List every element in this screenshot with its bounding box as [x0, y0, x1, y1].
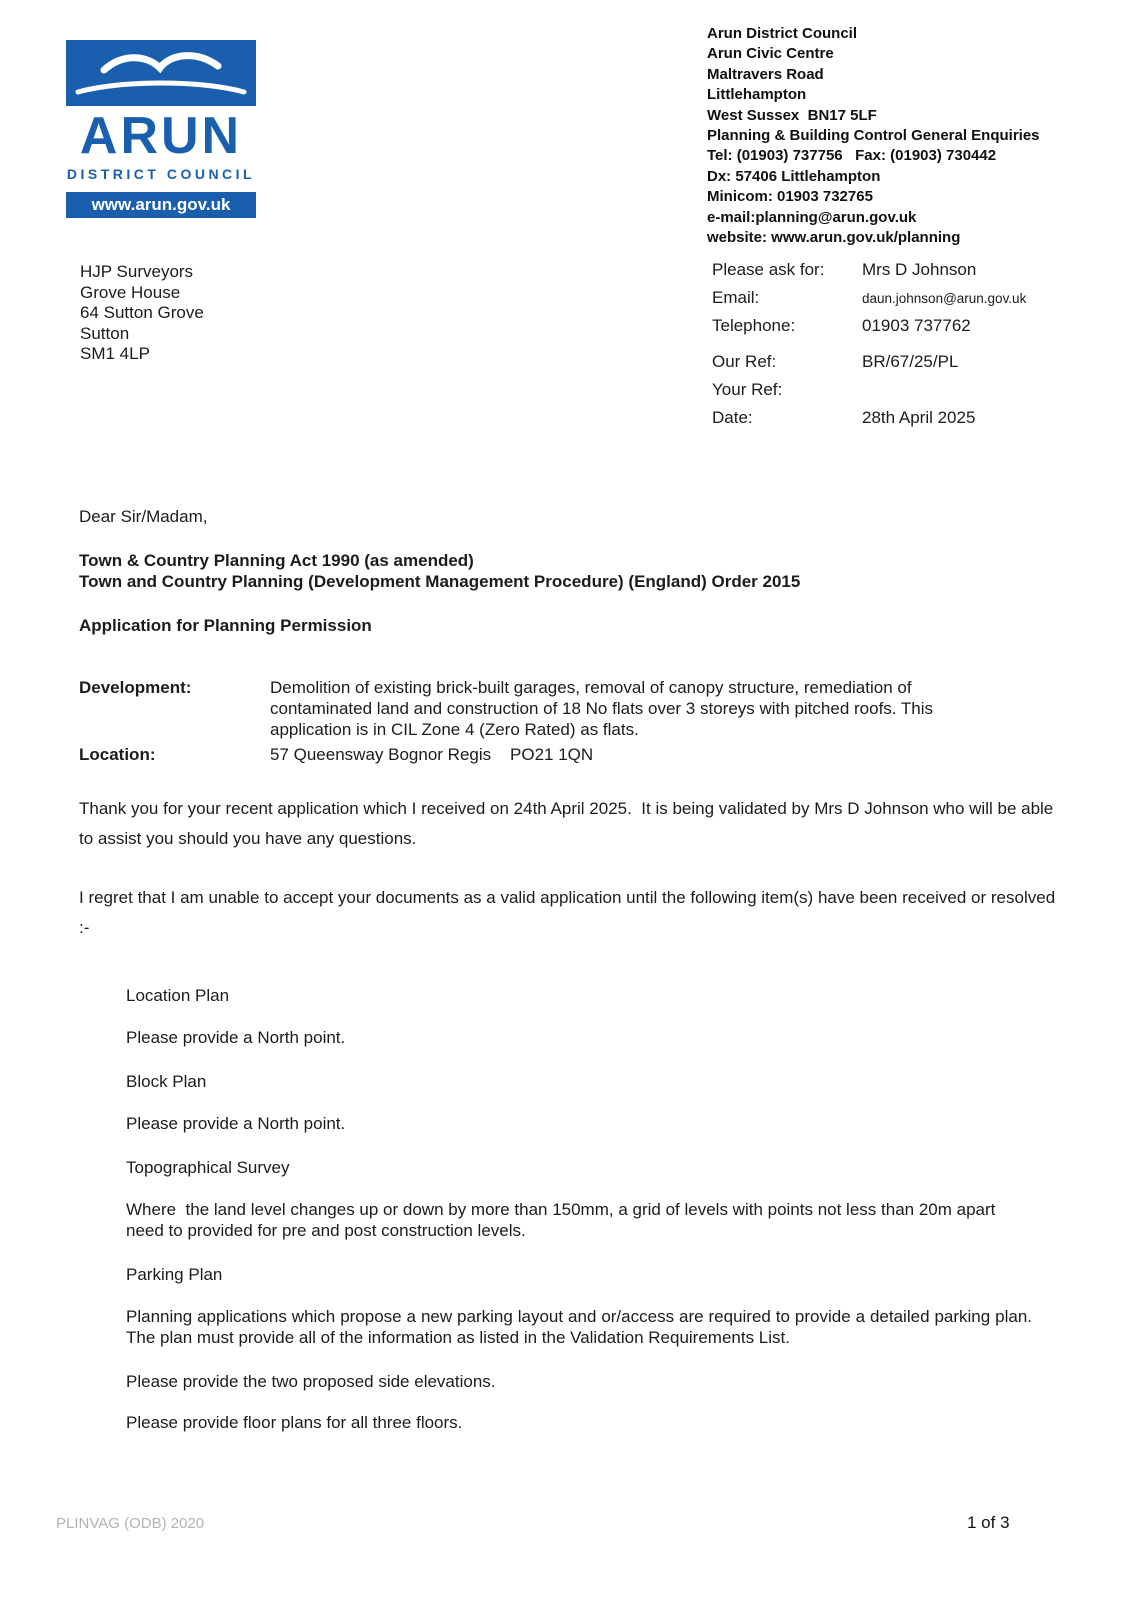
location-text: 57 Queensway Bognor Regis PO21 1QN: [270, 745, 594, 764]
application-type-heading: Application for Planning Permission: [79, 616, 372, 635]
development-text: Demolition of existing brick-built garages, removal of canopy structure, remediation of contaminated land and construction of 18 No flats over 3 storeys with pitched roofs. This application is in CIL Zone 4 (Zero Rated) as flats.: [270, 678, 934, 739]
development-label: Development:: [79, 678, 192, 697]
form-code: PLINVAG (ODB) 2020: [56, 1515, 205, 1532]
ask-for-value: Mrs D Johnson: [862, 260, 977, 279]
your-ref-label: Your Ref:: [712, 380, 783, 399]
letter-body: [79, 506, 1058, 1453]
council-line: Tel: (01903) 737756 Fax: (01903) 730442: [707, 147, 997, 165]
our-ref-value: BR/67/25/PL: [862, 352, 959, 371]
recipient-line: 64 Sutton Grove: [80, 303, 204, 323]
recipient-line: Sutton: [80, 323, 130, 343]
page-number: 1 of 3: [967, 1513, 1010, 1532]
council-line: Maltravers Road: [707, 65, 824, 83]
outstanding-items-list: [79, 985, 1032, 1433]
item-detail: Please provide a North point.: [126, 1028, 346, 1047]
item-title: Topographical Survey: [126, 1158, 290, 1177]
email-row: [712, 288, 1112, 316]
development-location-table: [79, 677, 1051, 765]
item-title: Location Plan: [126, 986, 230, 1005]
council-line: Arun District Council: [707, 25, 858, 42]
recipient-address: [80, 262, 340, 365]
reference-block: [712, 260, 1112, 436]
location-row: [79, 744, 1051, 765]
item-detail: Please provide a North point.: [126, 1114, 346, 1133]
our-ref-label: Our Ref:: [712, 352, 777, 371]
recipient-line: Grove House: [80, 282, 181, 302]
council-line: Arun Civic Centre: [707, 45, 834, 63]
act-heading-line2: Town and Country Planning (Development Management Procedure) (England) Order 2015: [79, 572, 801, 591]
arun-website-bar: www.arun.gov.uk: [66, 192, 256, 218]
salutation: Dear Sir/Madam,: [79, 507, 208, 526]
email-value: daun.johnson@arun.gov.uk: [862, 291, 1027, 306]
seagull-icon: [66, 40, 256, 106]
recipient-line: HJP Surveyors: [80, 262, 194, 281]
ask-for-row: [712, 260, 1112, 288]
your-ref-row: [712, 380, 1112, 408]
location-label: Location:: [79, 745, 156, 764]
closing-line: Please provide floor plans for all three floors.: [126, 1413, 463, 1432]
telephone-label: Telephone:: [712, 316, 796, 335]
paragraph-regret: I regret that I am unable to accept your documents as a valid application until the following item(s) have been received or resolved :-: [79, 888, 1056, 937]
email-label: Email:: [712, 288, 760, 307]
council-line: Littlehampton: [707, 86, 807, 104]
ask-for-label: Please ask for:: [712, 260, 825, 279]
our-ref-row: [712, 352, 1112, 380]
closing-line: Please provide the two proposed side elevations.: [126, 1372, 496, 1391]
council-website-line: website: www.arun.gov.uk/planning: [707, 229, 961, 247]
item-title: Parking Plan: [126, 1265, 223, 1284]
telephone-value: 01903 737762: [862, 316, 971, 335]
arun-logo: [66, 40, 256, 218]
act-heading-line1: Town & Country Planning Act 1990 (as amended): [79, 551, 474, 570]
council-email-line: e-mail:planning@arun.gov.uk: [707, 208, 917, 226]
council-line: Minicom: 01903 732765: [707, 188, 873, 206]
date-row: [712, 408, 1112, 436]
telephone-row: [712, 316, 1112, 344]
item-detail: Where the land level changes up or down by more than 150mm, a grid of levels with points not less than 20m apart need to provided for pre and post construction levels.: [126, 1200, 1001, 1240]
item-title: Block Plan: [126, 1072, 207, 1091]
development-row: [79, 677, 1051, 740]
date-value: 28th April 2025: [862, 408, 976, 427]
arun-logo-wordmark: ARUN: [79, 107, 243, 165]
council-line: Planning & Building Control General Enquiries: [707, 127, 1040, 145]
date-label: Date:: [712, 408, 753, 427]
paragraph-thank-you: Thank you for your recent application which I received on 24th April 2025. It is being validated by Mrs D Johnson who will be able to assist you should you have any questions.: [79, 799, 1058, 848]
item-detail: Planning applications which propose a new parking layout and or/access are required to provide a detailed parking plan. The plan must provide all of the information as listed in the Validation Requirements List.: [126, 1307, 1032, 1347]
recipient-line: SM1 4LP: [80, 344, 150, 364]
arun-logo-graphic: [66, 40, 256, 106]
arun-logo-subtitle: DISTRICT COUNCIL: [66, 166, 256, 182]
council-line: Dx: 57406 Littlehampton: [707, 167, 881, 185]
council-contact-block: [707, 24, 1107, 248]
council-line: West Sussex BN17 5LF: [707, 106, 877, 124]
